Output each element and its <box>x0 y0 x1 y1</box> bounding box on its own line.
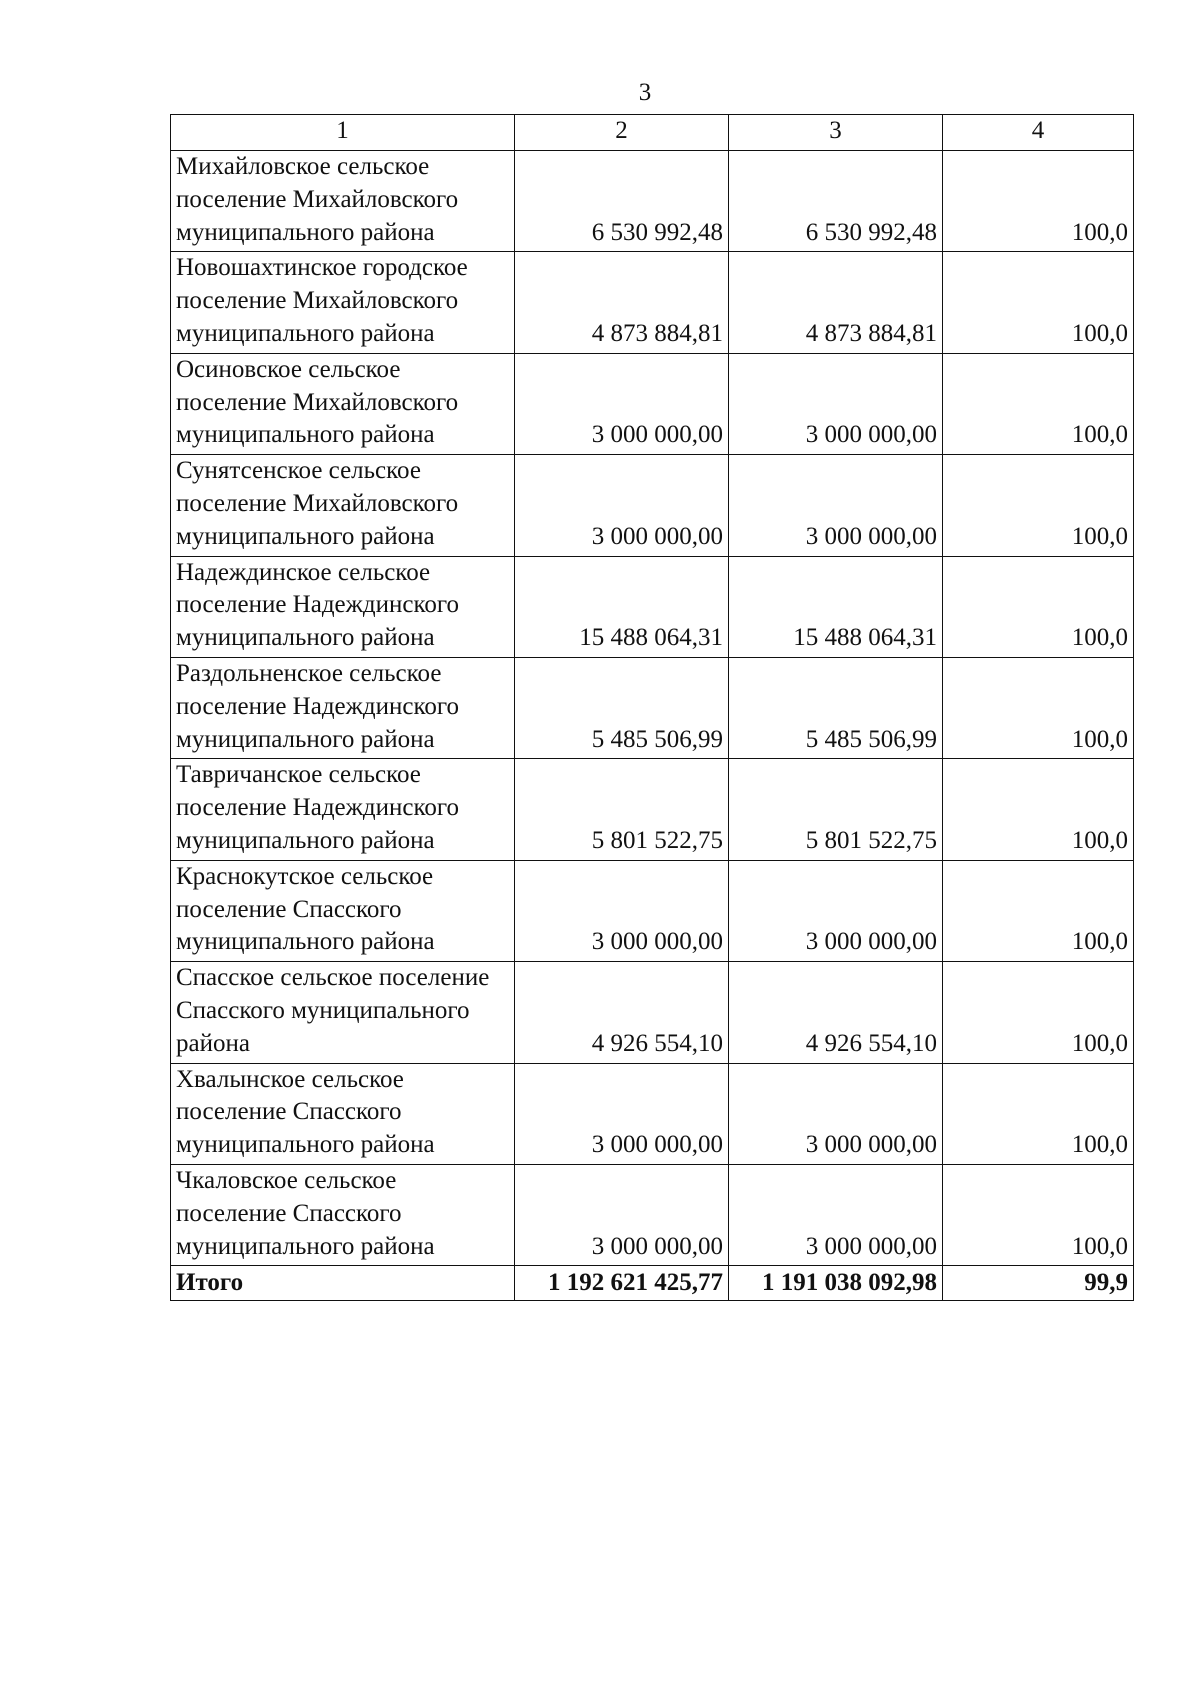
actual-amount: 3 000 000,00 <box>729 860 943 961</box>
header-row <box>171 115 1134 151</box>
planned-amount: 15 488 064,31 <box>515 556 729 657</box>
total-row <box>171 1266 1134 1301</box>
table-row <box>171 151 1134 252</box>
percent: 100,0 <box>943 1063 1134 1164</box>
actual-amount: 3 000 000,00 <box>729 1063 943 1164</box>
settlement-name: Чкаловское сельское поселение Спасского муниципального района <box>171 1164 515 1265</box>
percent: 100,0 <box>943 759 1134 860</box>
header-cell-4: 4 <box>943 115 1134 151</box>
report-table <box>170 114 1134 1301</box>
total-planned-amount: 1 192 621 425,77 <box>515 1266 729 1301</box>
table-row <box>171 1063 1134 1164</box>
planned-amount: 5 485 506,99 <box>515 657 729 758</box>
settlement-name: Новошахтинское городское поселение Михайловского муниципального района <box>171 252 515 353</box>
table-row <box>171 759 1134 860</box>
settlement-name: Осиновское сельское поселение Михайловского муниципального района <box>171 353 515 454</box>
percent: 100,0 <box>943 252 1134 353</box>
percent: 100,0 <box>943 455 1134 556</box>
percent: 100,0 <box>943 860 1134 961</box>
table-row <box>171 353 1134 454</box>
actual-amount: 3 000 000,00 <box>729 455 943 556</box>
planned-amount: 3 000 000,00 <box>515 1063 729 1164</box>
total-actual-amount: 1 191 038 092,98 <box>729 1266 943 1301</box>
table-row <box>171 556 1134 657</box>
planned-amount: 5 801 522,75 <box>515 759 729 860</box>
table-row <box>171 1164 1134 1265</box>
actual-amount: 3 000 000,00 <box>729 353 943 454</box>
header-cell-3: 3 <box>729 115 943 151</box>
table-row <box>171 962 1134 1063</box>
total-percent: 99,9 <box>943 1266 1134 1301</box>
settlement-name: Спасское сельское поселение Спасского муниципального района <box>171 962 515 1063</box>
percent: 100,0 <box>943 657 1134 758</box>
planned-amount: 3 000 000,00 <box>515 1164 729 1265</box>
actual-amount: 5 801 522,75 <box>729 759 943 860</box>
actual-amount: 4 926 554,10 <box>729 962 943 1063</box>
header-cell-1: 1 <box>171 115 515 151</box>
planned-amount: 3 000 000,00 <box>515 455 729 556</box>
actual-amount: 15 488 064,31 <box>729 556 943 657</box>
settlement-name: Тавричанское сельское поселение Надеждинского муниципального района <box>171 759 515 860</box>
header-cell-2: 2 <box>515 115 729 151</box>
planned-amount: 3 000 000,00 <box>515 353 729 454</box>
percent: 100,0 <box>943 556 1134 657</box>
actual-amount: 3 000 000,00 <box>729 1164 943 1265</box>
settlement-name: Сунятсенское сельское поселение Михайловского муниципального района <box>171 455 515 556</box>
percent: 100,0 <box>943 962 1134 1063</box>
settlement-name: Михайловское сельское поселение Михайловского муниципального района <box>171 151 515 252</box>
planned-amount: 6 530 992,48 <box>515 151 729 252</box>
settlement-name: Краснокутское сельское поселение Спасского муниципального района <box>171 860 515 961</box>
percent: 100,0 <box>943 353 1134 454</box>
table-row <box>171 252 1134 353</box>
planned-amount: 4 873 884,81 <box>515 252 729 353</box>
planned-amount: 4 926 554,10 <box>515 962 729 1063</box>
page-number: 3 <box>638 79 652 106</box>
total-label: Итого <box>171 1266 515 1301</box>
percent: 100,0 <box>943 151 1134 252</box>
settlement-name: Раздольненское сельское поселение Надеждинского муниципального района <box>171 657 515 758</box>
table-row <box>171 455 1134 556</box>
percent: 100,0 <box>943 1164 1134 1265</box>
settlement-name: Надеждинское сельское поселение Надеждинского муниципального района <box>171 556 515 657</box>
settlement-name: Хвалынское сельское поселение Спасского муниципального района <box>171 1063 515 1164</box>
table-row <box>171 860 1134 961</box>
table-row <box>171 657 1134 758</box>
planned-amount: 3 000 000,00 <box>515 860 729 961</box>
actual-amount: 6 530 992,48 <box>729 151 943 252</box>
actual-amount: 5 485 506,99 <box>729 657 943 758</box>
actual-amount: 4 873 884,81 <box>729 252 943 353</box>
